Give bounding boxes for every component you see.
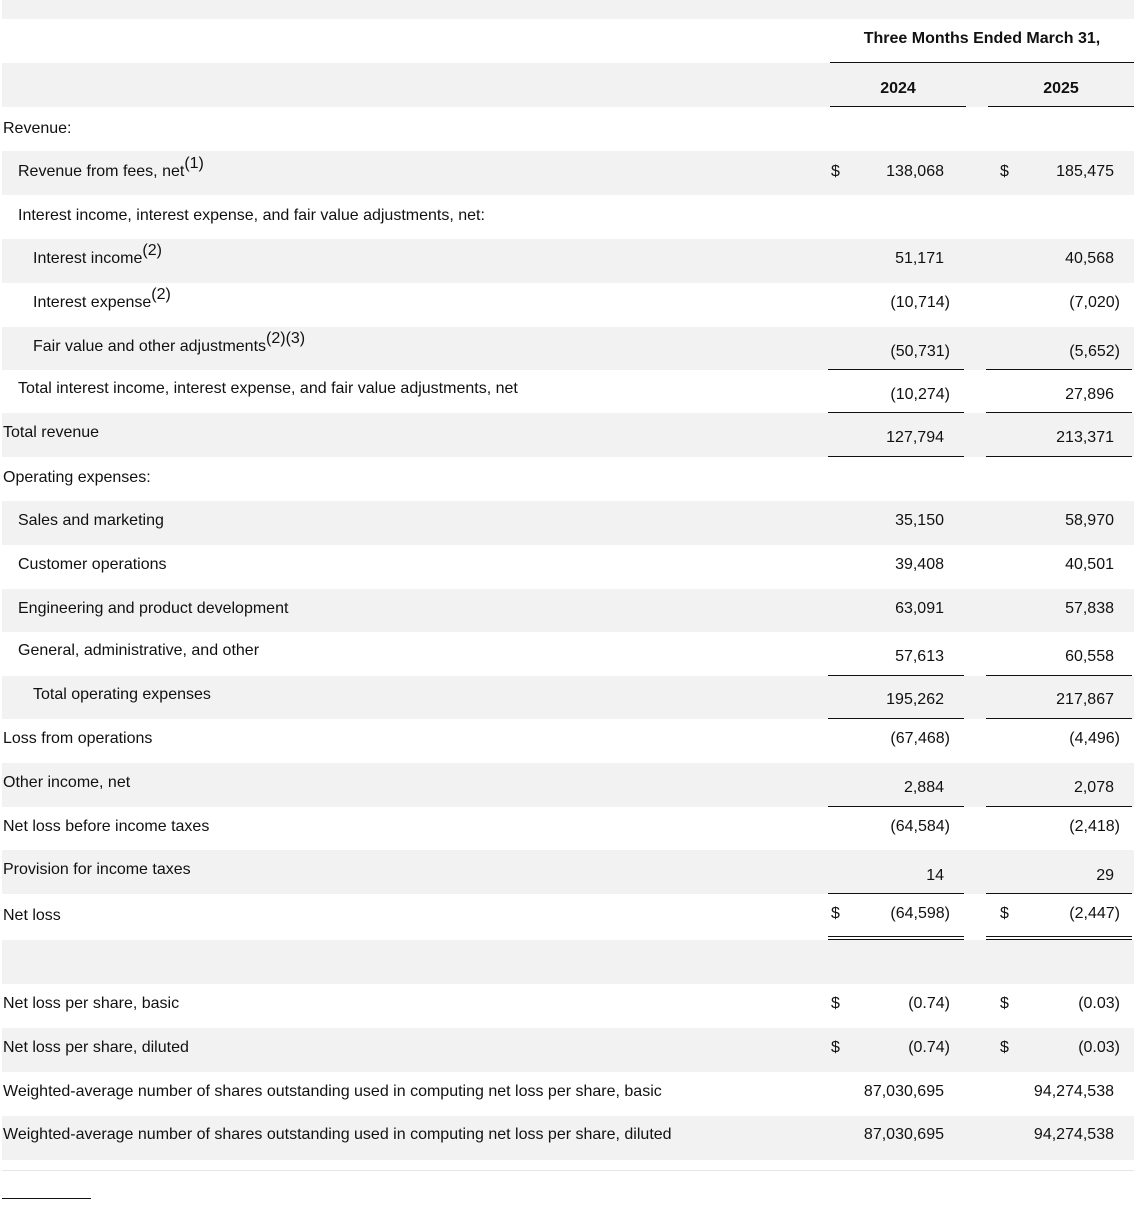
table-row [2, 719, 1134, 763]
footnote-separator [2, 1198, 91, 1199]
spacer-row [2, 940, 1134, 984]
currency-symbol: $ [831, 995, 840, 1012]
row-label-text: Revenue from fees, net [18, 163, 185, 180]
period-title: Three Months Ended March 31, [863, 30, 1101, 47]
footnote-marker: (2)(3) [266, 330, 306, 347]
table-row [2, 763, 1134, 807]
table-bottom-border [2, 1170, 1134, 1171]
value-2025: (2,447) [1069, 905, 1120, 922]
table-row [2, 370, 1134, 414]
col2-year: 2025 [1043, 80, 1079, 97]
value-2024: (67,468) [890, 730, 950, 747]
table-row [2, 107, 1134, 151]
currency-symbol: $ [831, 905, 840, 922]
row-label: Provision for income taxes [3, 861, 191, 878]
value-2024: (64,598) [890, 905, 950, 922]
value-2024: (64,584) [890, 818, 950, 835]
value-2024: 138,068 [886, 163, 944, 180]
row-label [33, 330, 306, 356]
row-label: Customer operations [18, 556, 167, 573]
currency-symbol: $ [831, 163, 840, 180]
value-2025: 217,867 [1056, 691, 1114, 708]
currency-symbol: $ [1000, 905, 1009, 922]
table-row [2, 413, 1134, 457]
table-row [2, 984, 1134, 1028]
value-2025: 57,838 [1065, 600, 1114, 617]
value-2024: 87,030,695 [863, 1126, 944, 1143]
row-label: Engineering and product development [18, 600, 289, 617]
row-label: Operating expenses: [3, 469, 151, 486]
value-2024: 51,171 [895, 250, 944, 267]
value-2024: (50,731) [890, 343, 950, 360]
table-row [2, 283, 1134, 327]
row-label: Net loss before income taxes [3, 818, 210, 835]
value-2024: 63,091 [895, 600, 944, 617]
table-row [2, 239, 1134, 283]
row-label-text: Interest income [33, 250, 143, 267]
table-row [2, 894, 1134, 938]
value-2025: 60,558 [1065, 648, 1114, 665]
row-label: Other income, net [3, 774, 131, 791]
value-2025: 185,475 [1056, 163, 1114, 180]
row-label: Sales and marketing [18, 512, 164, 529]
row-label: Weighted-average number of shares outstanding used in computing net loss per share, basic [3, 1083, 662, 1100]
currency-symbol: $ [1000, 1039, 1009, 1056]
table-row [2, 807, 1134, 850]
value-2024: (10,714) [890, 294, 950, 311]
row-label: Net loss [3, 907, 61, 924]
value-2025: (7,020) [1069, 294, 1120, 311]
value-2024: (0.74) [908, 995, 950, 1012]
row-label: Total interest income, interest expense, and fair value adjustments, net [18, 380, 518, 397]
row-label: Net loss per share, basic [3, 995, 180, 1012]
row-label-text: Interest expense [33, 294, 152, 311]
value-2025: (4,496) [1069, 730, 1120, 747]
footnote-marker: (1) [184, 155, 204, 172]
row-label: Total operating expenses [33, 686, 211, 703]
table-row [2, 589, 1134, 632]
row-label: Loss from operations [3, 730, 153, 747]
value-2024: 14 [926, 867, 944, 884]
row-label: Interest income, interest expense, and fair value adjustments, net: [18, 207, 485, 224]
value-2025: 40,501 [1065, 556, 1114, 573]
table-row [2, 151, 1134, 195]
table-row [2, 195, 1134, 239]
footnote-marker: (2) [142, 242, 162, 259]
value-2024: (0.74) [908, 1039, 950, 1056]
row-label [33, 286, 171, 312]
value-2025: (5,652) [1069, 343, 1120, 360]
footnote-marker: (2) [151, 286, 171, 303]
value-2025: 27,896 [1065, 386, 1114, 403]
row-label: Net loss per share, diluted [3, 1039, 189, 1056]
header-year-row [2, 63, 1134, 107]
currency-symbol: $ [831, 1039, 840, 1056]
value-2025: 58,970 [1065, 512, 1114, 529]
value-2024: 57,613 [895, 648, 944, 665]
table-row [2, 1072, 1134, 1116]
table-row [2, 1116, 1134, 1160]
value-2024: 35,150 [895, 512, 944, 529]
table-row [2, 501, 1134, 545]
table-row [2, 327, 1134, 370]
value-2024: 2,884 [903, 779, 944, 796]
table-row [2, 850, 1134, 894]
row-label: Weighted-average number of shares outstanding used in computing net loss per share, diluted [3, 1126, 672, 1143]
row-label: Total revenue [3, 424, 100, 441]
value-2025: 40,568 [1065, 250, 1114, 267]
double-rule-top [828, 936, 964, 937]
row-label [18, 155, 204, 181]
value-2024: 87,030,695 [863, 1083, 944, 1100]
header-period-row [2, 19, 1134, 63]
value-2025: (0.03) [1078, 1039, 1120, 1056]
value-2024: 195,262 [886, 691, 944, 708]
table-row [2, 457, 1134, 501]
table-row [2, 1028, 1134, 1072]
table-row [2, 545, 1134, 589]
currency-symbol: $ [1000, 995, 1009, 1012]
value-2025: 94,274,538 [1033, 1126, 1114, 1143]
row-label [33, 242, 162, 268]
value-2024: 127,794 [886, 429, 944, 446]
value-2025: 94,274,538 [1033, 1083, 1114, 1100]
double-rule-top [986, 936, 1132, 937]
row-label: General, administrative, and other [18, 642, 260, 659]
currency-symbol: $ [1000, 163, 1009, 180]
value-2024: 39,408 [895, 556, 944, 573]
value-2025: 29 [1096, 867, 1114, 884]
col1-year: 2024 [880, 80, 916, 97]
row-label: Revenue: [3, 120, 72, 137]
value-2025: (0.03) [1078, 995, 1120, 1012]
value-2025: 2,078 [1073, 779, 1114, 796]
value-2025: (2,418) [1069, 818, 1120, 835]
value-2024: (10,274) [890, 386, 950, 403]
table-row [2, 676, 1134, 719]
table-row [2, 632, 1134, 676]
value-2025: 213,371 [1056, 429, 1114, 446]
row-label-text: Fair value and other adjustments [33, 338, 267, 355]
header-spacer-row [2, 0, 1134, 19]
